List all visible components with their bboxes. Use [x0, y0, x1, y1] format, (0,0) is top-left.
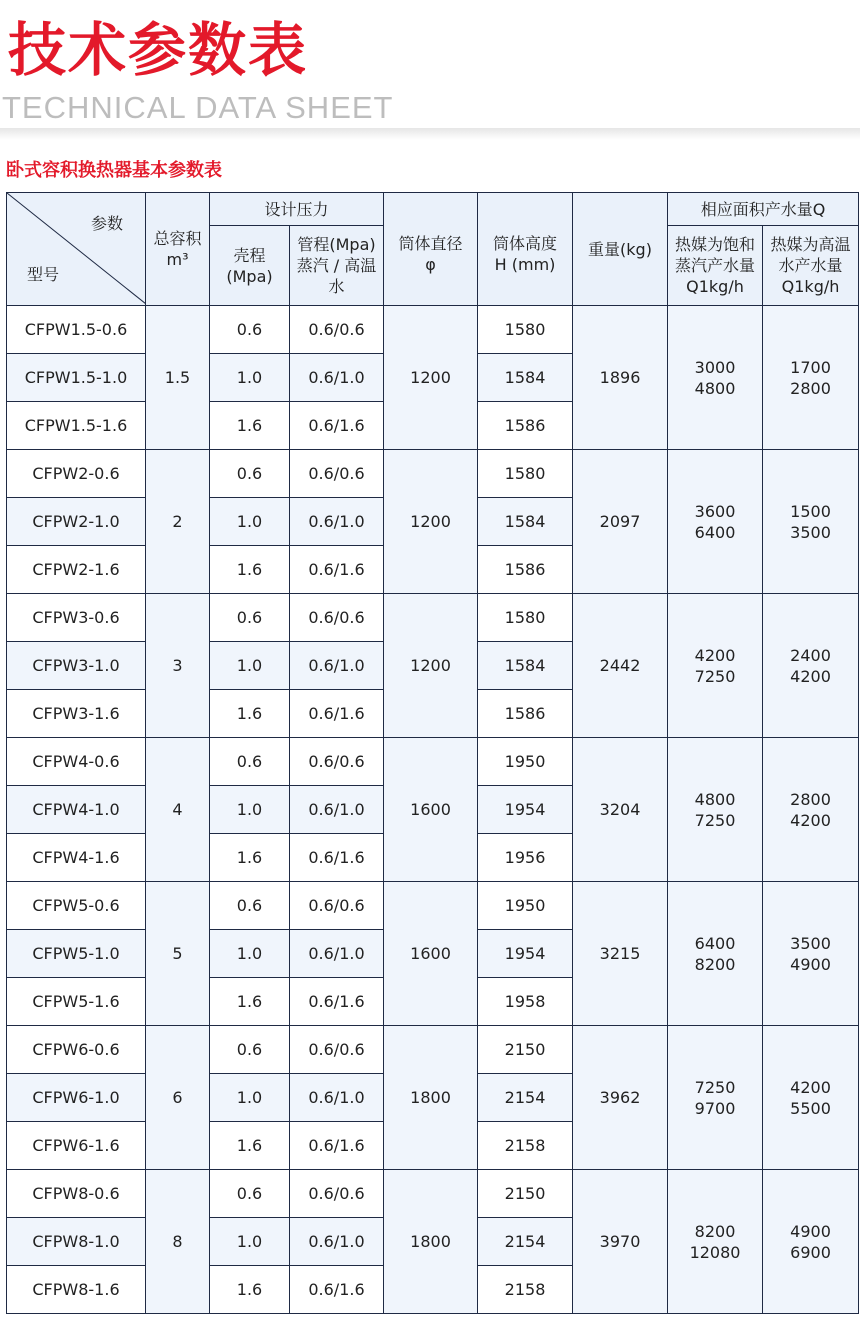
cell-diameter: 1800	[384, 1170, 478, 1314]
cell-water-value: 3500	[790, 522, 831, 542]
page-title: 技术参数表	[8, 16, 309, 84]
cell-tube-pressure: 0.6/0.6	[290, 450, 384, 498]
cell-tube-pressure: 0.6/1.6	[290, 546, 384, 594]
cell-steam-capacity	[668, 450, 763, 594]
cell-tube-pressure: 0.6/1.0	[290, 930, 384, 978]
cell-steam-capacity	[668, 306, 763, 450]
cell-water-value: 6900	[790, 1242, 831, 1262]
cell-shell-pressure: 1.0	[210, 1074, 290, 1122]
section-title: 卧式容积换热器基本参数表	[6, 160, 222, 181]
cell-diameter: 1200	[384, 594, 478, 738]
cell-model: CFPW8-1.0	[7, 1218, 146, 1266]
cell-height: 1586	[478, 402, 573, 450]
cell-height: 1580	[478, 306, 573, 354]
cell-model: CFPW3-0.6	[7, 594, 146, 642]
header-shell-line1: 壳程	[233, 245, 266, 265]
cell-weight: 2442	[573, 594, 668, 738]
cell-steam-value: 9700	[694, 1098, 736, 1118]
cell-tube-pressure: 0.6/1.0	[290, 498, 384, 546]
table-row	[7, 450, 859, 498]
cell-weight: 2097	[573, 450, 668, 594]
cell-tube-pressure: 0.6/1.0	[290, 1074, 384, 1122]
cell-model: CFPW1.5-1.6	[7, 402, 146, 450]
cell-steam-value: 3000	[694, 357, 736, 377]
cell-shell-pressure: 1.0	[210, 1218, 290, 1266]
header-height	[478, 193, 573, 306]
table-row	[7, 306, 859, 354]
header-weight: 重量(kg)	[573, 193, 668, 306]
cell-height: 2150	[478, 1170, 573, 1218]
cell-water-value: 5500	[790, 1098, 831, 1118]
cell-height: 1586	[478, 546, 573, 594]
cell-shell-pressure: 0.6	[210, 1026, 290, 1074]
header-steam-line1: 热媒为饱和	[675, 235, 756, 254]
cell-height: 1954	[478, 930, 573, 978]
cell-steam-value: 12080	[689, 1242, 741, 1262]
cell-water-value: 1700	[790, 357, 831, 377]
header-tube-line3: 水	[328, 277, 345, 296]
cell-model: CFPW2-1.0	[7, 498, 146, 546]
cell-tube-pressure: 0.6/0.6	[290, 882, 384, 930]
cell-diameter: 1600	[384, 882, 478, 1026]
cell-tube-pressure: 0.6/1.0	[290, 1218, 384, 1266]
cell-steam-value: 7250	[694, 666, 736, 686]
cell-shell-pressure: 1.0	[210, 354, 290, 402]
cell-volume: 1.5	[146, 306, 210, 450]
header-height-unit: H (mm)	[494, 255, 556, 274]
cell-model: CFPW2-0.6	[7, 450, 146, 498]
table-row	[7, 594, 859, 642]
cell-diameter: 1800	[384, 1026, 478, 1170]
cell-steam-value: 4800	[694, 789, 736, 809]
cell-steam-value: 8200	[694, 1221, 736, 1241]
cell-steam-value: 6400	[694, 522, 736, 542]
cell-shell-pressure: 1.6	[210, 978, 290, 1026]
cell-volume: 8	[146, 1170, 210, 1314]
cell-steam-capacity	[668, 594, 763, 738]
cell-shell-pressure: 0.6	[210, 450, 290, 498]
cell-water-value: 1500	[790, 501, 831, 521]
header-steam-capacity	[668, 226, 763, 306]
cell-height: 2150	[478, 1026, 573, 1074]
cell-tube-pressure: 0.6/1.0	[290, 642, 384, 690]
cell-volume: 3	[146, 594, 210, 738]
cell-water-capacity	[763, 738, 859, 882]
cell-shell-pressure: 1.0	[210, 498, 290, 546]
cell-height: 1580	[478, 594, 573, 642]
cell-steam-capacity	[668, 1026, 763, 1170]
cell-height: 1950	[478, 882, 573, 930]
cell-steam-value: 7250	[694, 1077, 736, 1097]
corner-label-model: 型号	[27, 265, 60, 284]
cell-model: CFPW6-0.6	[7, 1026, 146, 1074]
cell-water-capacity	[763, 450, 859, 594]
header-diameter-line1: 筒体直径	[398, 234, 463, 253]
cell-height: 1956	[478, 834, 573, 882]
cell-height: 1584	[478, 642, 573, 690]
header-total-volume-line1: 总容积	[153, 229, 202, 248]
cell-water-value: 4900	[790, 954, 831, 974]
header-steam-line3: Q1kg/h	[686, 277, 744, 296]
table-row	[7, 1170, 859, 1218]
cell-height: 1950	[478, 738, 573, 786]
header-shell-unit: (Mpa)	[226, 266, 273, 286]
cell-tube-pressure: 0.6/1.6	[290, 834, 384, 882]
cell-shell-pressure: 1.0	[210, 642, 290, 690]
cell-tube-pressure: 0.6/1.6	[290, 1122, 384, 1170]
cell-shell-pressure: 1.0	[210, 786, 290, 834]
cell-height: 2154	[478, 1218, 573, 1266]
cell-model: CFPW5-0.6	[7, 882, 146, 930]
cell-model: CFPW6-1.0	[7, 1074, 146, 1122]
header-diameter	[384, 193, 478, 306]
cell-diameter: 1600	[384, 738, 478, 882]
spec-table	[6, 192, 859, 1314]
cell-height: 2158	[478, 1266, 573, 1314]
cell-steam-capacity	[668, 882, 763, 1026]
header-row-1	[7, 193, 859, 226]
header-tube	[290, 226, 384, 306]
cell-tube-pressure: 0.6/1.6	[290, 978, 384, 1026]
cell-water-value: 4200	[790, 1077, 831, 1097]
cell-height: 2158	[478, 1122, 573, 1170]
cell-shell-pressure: 0.6	[210, 594, 290, 642]
cell-tube-pressure: 0.6/1.6	[290, 690, 384, 738]
cell-height: 1580	[478, 450, 573, 498]
cell-height: 2154	[478, 1074, 573, 1122]
cell-water-value: 2800	[790, 789, 831, 809]
header-capacity: 相应面积产水量Q	[668, 193, 859, 226]
cell-water-capacity	[763, 1170, 859, 1314]
cell-model: CFPW8-0.6	[7, 1170, 146, 1218]
cell-height: 1586	[478, 690, 573, 738]
header-water-line2: 水产水量	[778, 256, 843, 275]
cell-shell-pressure: 0.6	[210, 1170, 290, 1218]
header-water-line1: 热媒为高温	[770, 235, 851, 254]
cell-shell-pressure: 1.6	[210, 402, 290, 450]
cell-tube-pressure: 0.6/0.6	[290, 306, 384, 354]
cell-steam-capacity	[668, 1170, 763, 1314]
cell-tube-pressure: 0.6/0.6	[290, 1170, 384, 1218]
cell-weight: 3962	[573, 1026, 668, 1170]
corner-diagonal-line	[7, 193, 146, 304]
cell-model: CFPW4-1.0	[7, 786, 146, 834]
cell-volume: 2	[146, 450, 210, 594]
cell-model: CFPW1.5-0.6	[7, 306, 146, 354]
cell-shell-pressure: 1.6	[210, 546, 290, 594]
cell-model: CFPW5-1.0	[7, 930, 146, 978]
cell-model: CFPW2-1.6	[7, 546, 146, 594]
cell-tube-pressure: 0.6/0.6	[290, 594, 384, 642]
cell-model: CFPW8-1.6	[7, 1266, 146, 1314]
header-height-line1: 筒体高度	[493, 234, 558, 253]
cell-model: CFPW3-1.0	[7, 642, 146, 690]
cell-water-value: 2400	[790, 645, 831, 665]
cell-water-value: 4200	[790, 666, 831, 686]
corner-header-cell	[7, 193, 146, 306]
cell-model: CFPW4-1.6	[7, 834, 146, 882]
cell-tube-pressure: 0.6/1.0	[290, 354, 384, 402]
cell-steam-value: 3600	[694, 501, 736, 521]
cell-model: CFPW3-1.6	[7, 690, 146, 738]
table-row	[7, 1026, 859, 1074]
cell-shell-pressure: 1.6	[210, 1266, 290, 1314]
cell-model: CFPW5-1.6	[7, 978, 146, 1026]
cell-height: 1584	[478, 354, 573, 402]
cell-water-value: 2800	[790, 378, 831, 398]
cell-shell-pressure: 0.6	[210, 738, 290, 786]
cell-weight: 3970	[573, 1170, 668, 1314]
cell-weight: 3204	[573, 738, 668, 882]
header-steam-line2: 蒸汽产水量	[675, 256, 756, 275]
cell-weight: 1896	[573, 306, 668, 450]
header-design-pressure: 设计压力	[210, 193, 384, 226]
cell-tube-pressure: 0.6/0.6	[290, 738, 384, 786]
cell-weight: 3215	[573, 882, 668, 1026]
cell-model: CFPW6-1.6	[7, 1122, 146, 1170]
cell-water-value: 4900	[790, 1221, 831, 1241]
cell-tube-pressure: 0.6/1.6	[290, 402, 384, 450]
cell-height: 1954	[478, 786, 573, 834]
cell-steam-value: 4800	[694, 378, 736, 398]
cell-water-capacity	[763, 882, 859, 1026]
header-tube-line2: 蒸汽 / 高温	[296, 256, 377, 275]
cell-shell-pressure: 0.6	[210, 306, 290, 354]
header-shell	[210, 226, 290, 306]
cell-volume: 6	[146, 1026, 210, 1170]
cell-shell-pressure: 1.6	[210, 1122, 290, 1170]
cell-water-capacity	[763, 306, 859, 450]
cell-shell-pressure: 1.6	[210, 690, 290, 738]
cell-tube-pressure: 0.6/1.6	[290, 1266, 384, 1314]
header-divider	[0, 128, 860, 140]
cell-steam-value: 4200	[694, 645, 736, 665]
cell-shell-pressure: 0.6	[210, 882, 290, 930]
page-subtitle: TECHNICAL DATA SHEET	[2, 90, 394, 125]
table-row	[7, 738, 859, 786]
header-total-volume	[146, 193, 210, 306]
cell-volume: 4	[146, 738, 210, 882]
cell-shell-pressure: 1.6	[210, 834, 290, 882]
header-total-volume-unit: m³	[166, 250, 189, 269]
cell-steam-value: 7250	[694, 810, 736, 830]
cell-model: CFPW4-0.6	[7, 738, 146, 786]
corner-label-params: 参数	[90, 214, 123, 233]
cell-shell-pressure: 1.0	[210, 930, 290, 978]
header-water-line3: Q1kg/h	[781, 277, 840, 296]
header-tube-line1: 管程(Mpa)	[297, 235, 376, 254]
cell-height: 1584	[478, 498, 573, 546]
cell-water-capacity	[763, 1026, 859, 1170]
cell-water-value: 4200	[790, 810, 831, 830]
cell-diameter: 1200	[384, 306, 478, 450]
cell-tube-pressure: 0.6/1.0	[290, 786, 384, 834]
table-row	[7, 882, 859, 930]
cell-steam-capacity	[668, 738, 763, 882]
cell-water-value: 3500	[790, 933, 831, 953]
cell-diameter: 1200	[384, 450, 478, 594]
cell-tube-pressure: 0.6/0.6	[290, 1026, 384, 1074]
cell-volume: 5	[146, 882, 210, 1026]
header-diameter-symbol: φ	[425, 255, 436, 274]
cell-steam-value: 8200	[694, 954, 736, 974]
header-water-capacity	[763, 226, 859, 306]
cell-water-capacity	[763, 594, 859, 738]
cell-steam-value: 6400	[694, 933, 736, 953]
cell-height: 1958	[478, 978, 573, 1026]
cell-model: CFPW1.5-1.0	[7, 354, 146, 402]
